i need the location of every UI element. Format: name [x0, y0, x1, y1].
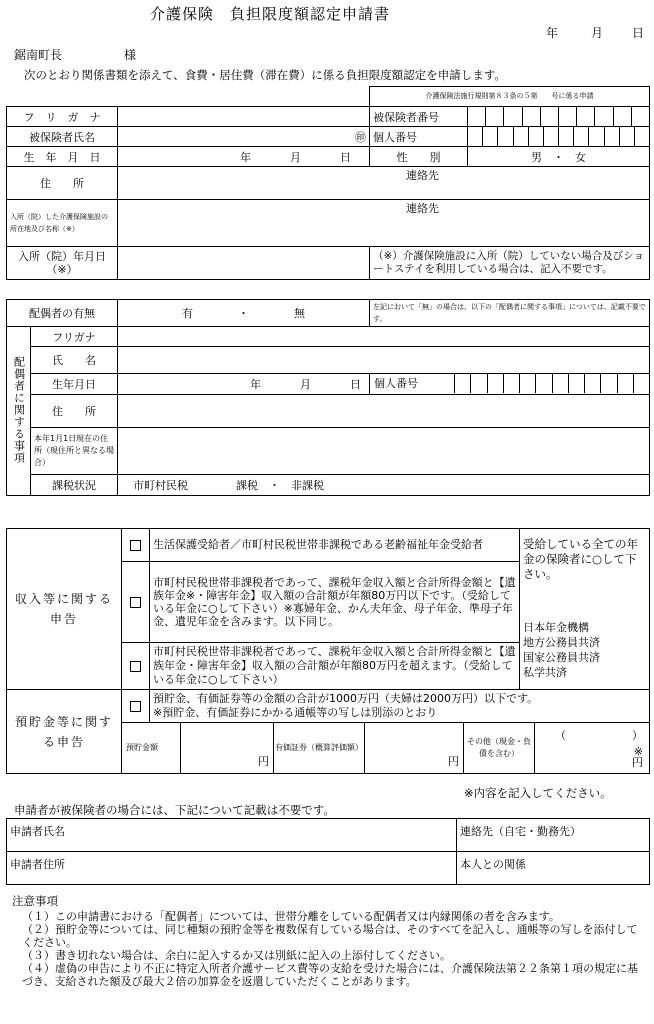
deposit-field[interactable] — [180, 723, 273, 773]
spouse-tax-select: 課税 ・ 非課税 — [236, 479, 324, 492]
insured-table — [6, 86, 650, 280]
addressee-sama: 様 — [124, 48, 137, 62]
entry-date-note: （※）介護保険施設に入所（院）していない場合及びショートステイを利用している場合は、記入不要です。 — [370, 247, 650, 280]
date-year: 年 — [546, 26, 559, 40]
seal-mark: ㊞ — [355, 130, 366, 144]
applicant-note: 申請者が被保険者の場合には、下記について記載は不要です。 — [14, 803, 335, 817]
birth-day: 日 — [340, 150, 351, 164]
intro-text: 次のとおり関係書類を添えて、食費・居住費（滞在費）に係る負担限度額認定を申請します。 — [24, 68, 506, 82]
income-opt3-text: 市町村民税世帯非課税者であって、課税年金収入額と合計所得金額と【遺族年金・障害年金】収入額の合計額が年額80万円を超えます。（受給している年金に○して下さい） — [150, 643, 520, 690]
savings-checkbox[interactable] — [122, 690, 150, 723]
spouse-address-label: 住 所 — [31, 395, 118, 428]
securities-label: 有価証券（概算評価額） — [273, 723, 364, 773]
entry-note-mark: （※） — [46, 263, 78, 276]
entry-date-field[interactable] — [118, 247, 370, 280]
spouse-exist-select[interactable] — [118, 300, 370, 327]
spouse-birth-month: 月 — [300, 378, 311, 391]
note-item-1: （１）この申請書における「配偶者」については、世帯分離をしている配偶者又は内縁関係の者を含みます。 — [22, 910, 560, 923]
securities-field[interactable] — [364, 723, 463, 773]
personal-no-field[interactable] — [468, 127, 650, 147]
income-label: 収入等に関する申告 — [7, 529, 122, 690]
birth-field[interactable] — [118, 147, 370, 167]
savings-text2: ※預貯金、有価証券にかかる通帳等の写しは別添のとおり — [153, 706, 438, 719]
spouse-name-label: 氏 名 — [31, 347, 118, 374]
income-opt3-checkbox[interactable] — [122, 643, 150, 690]
spouse-side-label — [7, 327, 31, 496]
address-contact-label: 連絡先 — [406, 169, 439, 182]
sex-select[interactable]: 男 ・ 女 — [468, 147, 650, 167]
applicant-table — [6, 818, 650, 885]
savings-text — [150, 690, 650, 723]
applicant-relation-label: 本人との関係 — [460, 858, 526, 871]
insured-name-label: 被保険者氏名 — [7, 127, 118, 147]
income-table — [6, 528, 650, 774]
birth-label: 生 年 月 日 — [7, 147, 118, 167]
spouse-tax-field[interactable] — [118, 475, 650, 496]
spouse-table — [6, 299, 650, 496]
savings-text1: 預貯金、有価証券等の金額の合計が1000万円（夫婦は2000万円）以下です。 — [153, 692, 539, 705]
deposit-yen: 円 — [258, 755, 269, 768]
spouse-personal-no[interactable] — [370, 374, 650, 395]
income-opt1-text: 生活保護受給者／市町村民税世帯非課税である老齢福祉年金受給者 — [150, 529, 520, 562]
spouse-jan-address-field[interactable] — [118, 428, 650, 475]
furigana-label: フ リ ガ ナ — [7, 107, 118, 127]
applicant-relation-field[interactable] — [457, 852, 650, 885]
applicant-name-field[interactable] — [7, 819, 457, 852]
furigana-field[interactable] — [118, 107, 370, 127]
other-field[interactable] — [534, 723, 649, 773]
address-field[interactable] — [118, 167, 650, 200]
other-mark: ※ — [633, 745, 643, 758]
applicant-name-label: 申請者氏名 — [10, 825, 65, 838]
page-title: 介護保険 負担限度額認定申請書 — [150, 5, 391, 23]
income-insurers — [520, 529, 650, 690]
note-item-2: （２）預貯金等については、同じ種類の預貯金等を複数保有している場合は、そのすべてを記入し、通帳等の写しを添付してください。 — [22, 923, 638, 949]
savings-label: 預貯金等に関する申告 — [7, 690, 122, 774]
note-item-3: （３）書き切れない場合は、余白に記入するか又は別紙に記入の上添付してください。 — [22, 949, 451, 962]
spouse-birth-label: 生年月日 — [31, 374, 118, 395]
sex-label: 性 別 — [370, 147, 468, 167]
law-reference: 介護保険法施行規則第８３条の５第 号に係る申請 — [370, 87, 650, 107]
note-item-4: （４）虚偽の申告により不正に特定入所者介護サービス費等の支給を受けた場合には、介護保険法第２２条第１項の規定に基づき、支給された額及び最大２倍の加算金を返還していただくことがあります。 — [22, 962, 638, 988]
applicant-address-field[interactable] — [7, 852, 457, 885]
birth-year: 年 — [240, 150, 251, 164]
entry-date-label-text: 入所（院）年月日 — [18, 250, 106, 263]
other-paren: （ ） — [555, 729, 643, 742]
applicant-contact-label: 連絡先（自宅・勤務先） — [460, 825, 581, 838]
spouse-name-field[interactable] — [118, 347, 650, 374]
other-label: その他（現金・負債を含む） — [463, 723, 534, 773]
spouse-exist-label: 配偶者の有無 — [7, 300, 118, 327]
securities-yen: 円 — [448, 755, 459, 768]
spouse-furigana-label: フリガナ — [31, 327, 118, 347]
spouse-birth-year: 年 — [250, 378, 261, 391]
entry-date-label — [7, 247, 118, 280]
personal-no-label: 個人番号 — [370, 127, 468, 147]
facility-label: 入所（院）した介護保険施設の所在地及び名称（※） — [7, 200, 118, 247]
spouse-birth-field[interactable] — [118, 374, 370, 395]
spouse-exist-yes: 有 — [182, 307, 193, 320]
savings-footnote: ※内容を記入してください。 — [464, 786, 612, 800]
notes-title: 注意事項 — [12, 894, 58, 908]
applicant-address-label: 申請者住所 — [10, 858, 65, 871]
deposit-label: 預貯金額 — [126, 743, 158, 752]
insured-no-field[interactable] — [468, 107, 650, 127]
insurer-chiho[interactable]: 地方公務員共済 — [523, 636, 600, 649]
insured-name-field[interactable] — [118, 127, 370, 147]
income-opt2-checkbox[interactable] — [122, 562, 150, 643]
insured-no-label: 被保険者番号 — [370, 107, 468, 127]
birth-month: 月 — [290, 150, 301, 164]
facility-contact-label: 連絡先 — [406, 202, 439, 215]
income-right-note: 受給している全ての年金の保険者に○して下さい。 — [523, 537, 638, 581]
insurer-shigaku[interactable]: 私学共済 — [523, 666, 567, 679]
savings-amounts — [122, 723, 650, 774]
address-label: 住 所 — [7, 167, 118, 200]
spouse-exist-note: 左記において「無」の場合は、以下の「配偶者に関する事項」については、記載不要です。 — [370, 300, 650, 327]
spouse-furigana-field[interactable] — [118, 327, 650, 347]
facility-field[interactable] — [118, 200, 650, 247]
addressee: 鋸南町長 — [14, 48, 63, 62]
spouse-address-field[interactable] — [118, 395, 650, 428]
spouse-jan-address-label: 本年1月1日現在の住所（現住所と異なる場合） — [31, 428, 118, 475]
spouse-side-label-text: 配偶者に関する事項 — [12, 355, 26, 464]
income-opt1-checkbox[interactable] — [122, 529, 150, 562]
insurer-kokka[interactable]: 国家公務員共済 — [523, 651, 600, 664]
date-day: 日 — [632, 26, 645, 40]
other-yen: 円 — [632, 756, 643, 769]
insurer-nenkin[interactable]: 日本年金機構 — [523, 621, 589, 634]
spouse-exist-dot: ・ — [238, 307, 249, 320]
income-opt2-text: 市町村民税世帯非課税者であって、課税年金収入額と合計所得金額と【遺族年金※・障害年金】収入額の合計額が年額80万円以下です。（受給している年金に○して下さい）※寡婦年金、かん夫年金、母子年金、準母子年金、遺児年金を含みます。以下同じ。 — [150, 562, 520, 643]
spouse-personal-no-label: 個人番号 — [374, 377, 418, 390]
spouse-exist-no: 無 — [294, 307, 305, 320]
spouse-birth-day: 日 — [350, 378, 361, 391]
notes-list — [22, 910, 647, 988]
spouse-tax-label: 課税状況 — [31, 475, 118, 496]
applicant-contact-field[interactable] — [457, 819, 650, 852]
date-month: 月 — [591, 26, 604, 40]
spouse-tax-text: 市町村民税 — [133, 479, 188, 492]
